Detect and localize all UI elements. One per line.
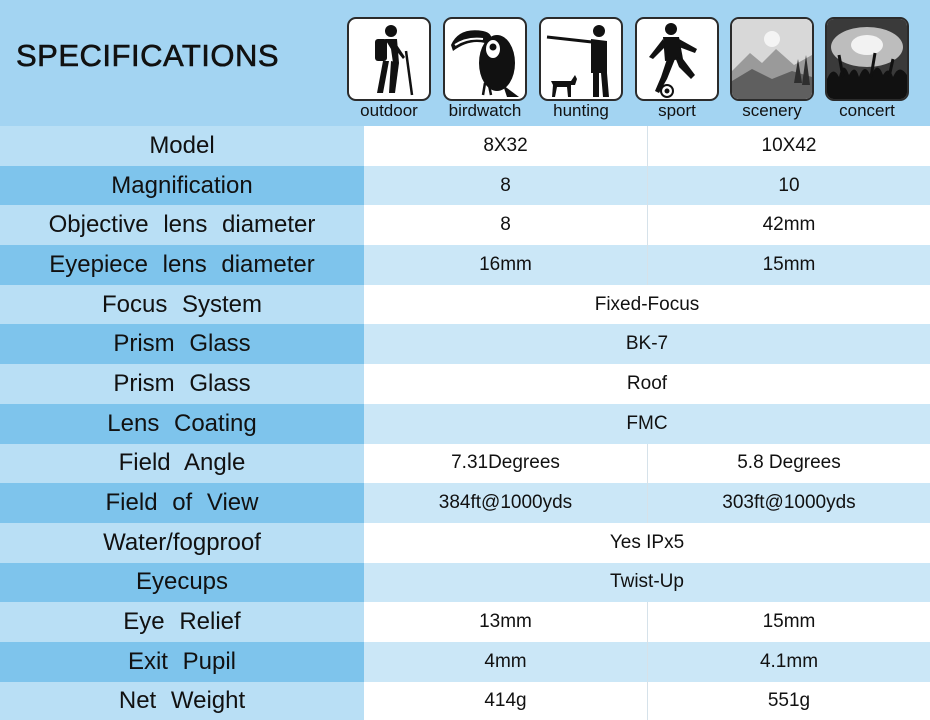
spec-value-8x32: 8 <box>364 166 647 206</box>
spec-value-shared: Twist-Up <box>364 563 930 603</box>
usage-card-scenery <box>730 0 815 126</box>
spec-value-8x32: 16mm <box>364 245 647 285</box>
spec-value-8x32: 8X32 <box>364 126 647 166</box>
header-banner <box>0 0 930 126</box>
hiker-icon <box>349 19 429 99</box>
spec-value-shared: Yes IPx5 <box>364 523 930 563</box>
spec-row-field-angle <box>0 444 930 484</box>
spec-row-objective-lens <box>0 205 930 245</box>
spec-value-10x42: 15mm <box>648 602 930 642</box>
spec-label: Model <box>0 126 364 166</box>
usage-card-outdoor <box>347 0 432 126</box>
spec-label: Prism Glass <box>0 364 364 404</box>
spec-label: Net Weight <box>0 682 364 720</box>
spec-label: Prism Glass <box>0 324 364 364</box>
usage-card-concert <box>825 0 910 126</box>
spec-table <box>0 126 930 720</box>
page-title: SPECIFICATIONS <box>16 38 280 73</box>
spec-row-model <box>0 126 930 166</box>
spec-value-10x42: 10X42 <box>648 126 930 166</box>
usage-label: sport <box>658 101 696 120</box>
spec-label: Water/fogproof <box>0 523 364 563</box>
spec-value-shared: FMC <box>364 404 930 444</box>
spec-value-10x42: 15mm <box>648 245 930 285</box>
spec-value-shared: BK-7 <box>364 324 930 364</box>
spec-value-shared: Roof <box>364 364 930 404</box>
usage-label: hunting <box>553 101 609 120</box>
spec-value-10x42: 303ft@1000yds <box>648 483 930 523</box>
spec-label: Magnification <box>0 166 364 206</box>
spec-label: Exit Pupil <box>0 642 364 682</box>
spec-value-8x32: 7.31Degrees <box>364 444 647 484</box>
spec-value-10x42: 5.8 Degrees <box>648 444 930 484</box>
soccer-player-icon <box>637 19 717 99</box>
toucan-icon <box>445 19 525 99</box>
usage-label: concert <box>839 101 895 120</box>
usage-label: outdoor <box>360 101 418 120</box>
spec-label: Eye Relief <box>0 602 364 642</box>
hunter-icon <box>541 19 621 99</box>
spec-row-exit-pupil <box>0 642 930 682</box>
spec-row-eyepiece-lens <box>0 245 930 285</box>
spec-label: Field Angle <box>0 444 364 484</box>
spec-value-8x32: 8 <box>364 205 647 245</box>
spec-value-8x32: 4mm <box>364 642 647 682</box>
spec-row-prism-glass <box>0 324 930 364</box>
spec-row-net-weight <box>0 682 930 720</box>
spec-value-10x42: 10 <box>648 166 930 206</box>
spec-label: Lens Coating <box>0 404 364 444</box>
usage-label: birdwatch <box>448 101 522 120</box>
concert-crowd-icon <box>827 19 907 99</box>
usage-card-birdwatch <box>443 0 528 126</box>
spec-value-8x32: 13mm <box>364 602 647 642</box>
spec-value-shared: Fixed-Focus <box>364 285 930 325</box>
spec-row-prism-type <box>0 364 930 404</box>
spec-row-eyecups <box>0 563 930 603</box>
spec-value-10x42: 551g <box>648 682 930 720</box>
spec-label: Eyecups <box>0 563 364 603</box>
spec-value-10x42: 4.1mm <box>648 642 930 682</box>
usage-card-hunting <box>539 0 624 126</box>
spec-row-field-of-view <box>0 483 930 523</box>
spec-row-focus-system <box>0 285 930 325</box>
spec-row-lens-coating <box>0 404 930 444</box>
spec-value-10x42: 42mm <box>648 205 930 245</box>
mountain-scenery-icon <box>732 19 812 99</box>
spec-row-magnification <box>0 166 930 206</box>
spec-row-waterproof <box>0 523 930 563</box>
usage-card-sport <box>635 0 720 126</box>
spec-row-eye-relief <box>0 602 930 642</box>
spec-value-8x32: 414g <box>364 682 647 720</box>
spec-label: Eyepiece lens diameter <box>0 245 364 285</box>
spec-label: Focus System <box>0 285 364 325</box>
usage-label: scenery <box>742 101 802 120</box>
spec-label: Field of View <box>0 483 364 523</box>
spec-value-8x32: 384ft@1000yds <box>364 483 647 523</box>
spec-label: Objective lens diameter <box>0 205 364 245</box>
